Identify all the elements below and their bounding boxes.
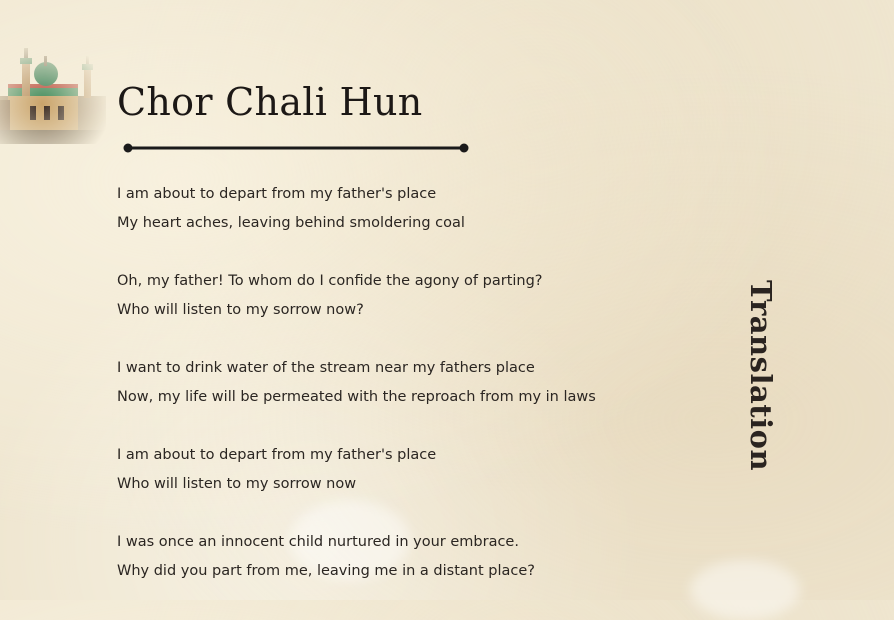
poem-line: I was once an innocent child nurtured in your embrace. — [117, 534, 519, 550]
mosque-icon — [0, 44, 106, 144]
poem-line: Who will listen to my sorrow now — [117, 476, 357, 492]
stanza — [117, 267, 717, 325]
poem-line: Why did you part from me, leaving me in a distant place? — [117, 563, 535, 579]
stanza — [117, 441, 717, 499]
stanza — [117, 180, 717, 238]
poem-line: Now, my life will be permeated with the reproach from my in laws — [117, 389, 596, 405]
title-divider — [122, 141, 470, 155]
stanza — [117, 528, 717, 586]
poem-line: Who will listen to my sorrow now? — [117, 302, 364, 318]
poem-line: I am about to depart from my father's place — [117, 186, 437, 202]
translation-label: Translation — [744, 280, 778, 472]
stanza — [117, 354, 717, 412]
poem-line: Oh, my father! To whom do I confide the agony of parting? — [117, 273, 543, 289]
poem-line: I want to drink water of the stream near my fathers place — [117, 360, 535, 376]
page-title: Chor Chali Hun — [117, 80, 423, 124]
poem-text — [117, 180, 717, 615]
poem-line: I am about to depart from my father's place — [117, 447, 437, 463]
poem-line: My heart aches, leaving behind smoldering coal — [117, 215, 465, 231]
